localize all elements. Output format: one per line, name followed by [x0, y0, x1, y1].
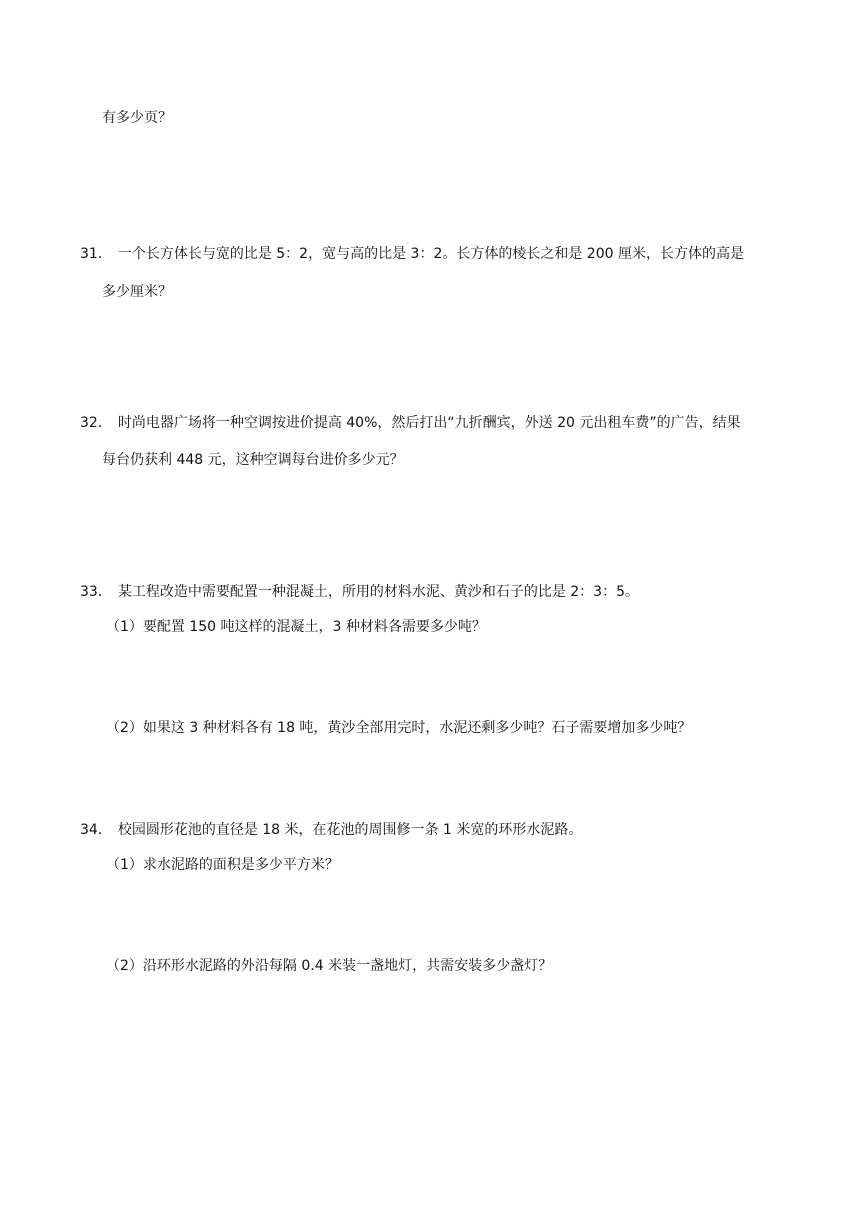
question-32-text-2: 每台仍获利 448 元，这种空调每台进价多少元？ — [102, 452, 404, 468]
question-32-line-1 — [80, 413, 741, 433]
question-32-number: 32． — [80, 415, 112, 431]
question-34-text-1: 校园圆形花池的直径是 18 米，在花池的周围修一条 1 米宽的环形水泥路。 — [117, 822, 583, 838]
question-34-line-1 — [80, 820, 582, 840]
question-31-text-1: 一个长方体长与宽的比是 5：2，宽与高的比是 3：2。长方体的棱长之和是 200 厘米，长方体的高是 — [117, 246, 744, 262]
question-31-number: 31． — [80, 246, 112, 262]
question-33-sub-2: （2）如果这 3 种材料各有 18 吨，黄沙全部用完时，水泥还剩多少吨？石子需要增加多少吨？ — [106, 720, 692, 736]
carry-over-text: 有多少页？ — [102, 110, 172, 126]
question-33-number: 33． — [80, 584, 112, 600]
question-33-sub-1: （1）要配置 150 吨这样的混凝土，3 种材料各需要多少吨？ — [106, 619, 486, 635]
question-34-sub-1: （1）求水泥路的面积是多少平方米？ — [106, 857, 339, 873]
question-31-line-1 — [80, 244, 744, 264]
question-33-text-1: 某工程改造中需要配置一种混凝土，所用的材料水泥、黄沙和石子的比是 2：3：5。 — [117, 584, 639, 600]
question-31-text-2: 多少厘米？ — [102, 284, 172, 300]
question-34-number: 34． — [80, 822, 112, 838]
question-33-line-1 — [80, 582, 639, 602]
question-32-text-1: 时尚电器广场将一种空调按进价提高 40%，然后打出“九折酬宾，外送 20 元出租车费”的广告，结果 — [117, 415, 741, 431]
question-34-sub-2: （2）沿环形水泥路的外沿每隔 0.4 米装一盏地灯，共需安装多少盏灯？ — [106, 958, 553, 974]
